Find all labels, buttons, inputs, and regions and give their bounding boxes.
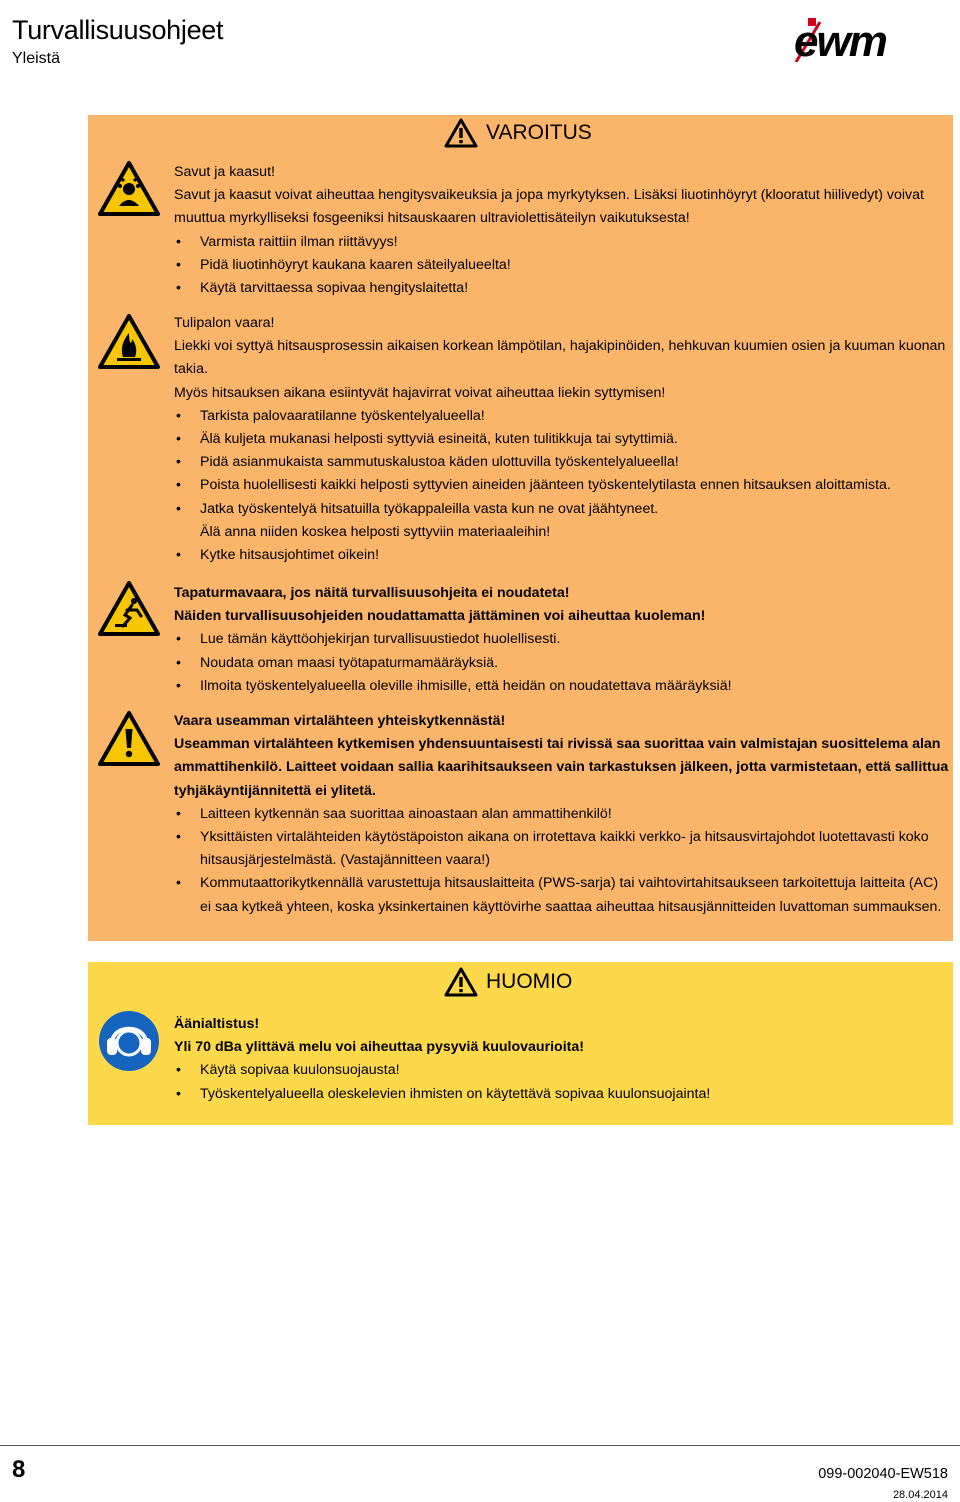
bullet-item: • Lue tämän käyttöohjekirjan turvallisuustiedot huolellisesti. bbox=[174, 628, 952, 651]
section-heading: Äänialtistus! bbox=[174, 1016, 260, 1032]
accident-hazard-icon bbox=[97, 580, 161, 638]
bullet-item: • Varmista raittiin ilman riittävyys! bbox=[174, 231, 952, 254]
section-accident bbox=[174, 582, 952, 698]
section-text: Myös hitsauksen aikana esiintyvät hajavirrat voivat aiheuttaa liekin syttymisen! bbox=[174, 384, 666, 401]
bullet-item: • Tarkista palovaaratilanne työskentelyalueella! bbox=[174, 405, 952, 428]
bullet-item: • Yksittäisten virtalähteiden käytöstäpoiston aikana on irrotettava kaikki verkko- ja hitsausvirtajohdot luotettavasti koko hitsausjärjestelmästä. (Vastajännitteen vaara!) bbox=[174, 826, 952, 872]
page-number: 8 bbox=[12, 1456, 26, 1483]
section-text: Useamman virtalähteen kytkemisen yhdensuuntaisesti tai rivissä saa suorittaa vain valmistajan suosittelema alan ammattihenkilö. Laitteet voidaan sallia kaarihitsaukseen vain tarkastuksen jälkeen, jotta varmistetaan, että sallittua tyhjäkäyntijännitettä ei ylitetä. bbox=[174, 736, 949, 799]
svg-text:ewm: ewm bbox=[794, 18, 886, 62]
general-warning-icon bbox=[97, 710, 161, 768]
warning-triangle-icon bbox=[444, 118, 478, 148]
section-heading: Vaara useamman virtalähteen yhteiskytkennästä! bbox=[174, 713, 506, 729]
bullet-item: • Kommutaattorikytkennällä varustettuja hitsauslaitteita (PWS-sarja) tai vaihtovirtahitsaukseen tarkoitettuja laitteita (AC) ei saa kytkeä yhteen, koska yksinkertainen käyttövirhe saattaa aiheuttaa hitsausjännitteiden luvattoman summauksen. bbox=[174, 872, 952, 918]
warning-triangle-icon bbox=[444, 967, 478, 997]
document-date: 28.04.2014 bbox=[892, 1489, 948, 1501]
bullet-item: • Kytke hitsausjohtimet oikein! bbox=[174, 544, 952, 567]
fire-hazard-icon bbox=[97, 313, 161, 371]
bullet-item: • Noudata oman maasi työtapaturmamääräyksiä. bbox=[174, 652, 952, 675]
section-heading: Tapaturmavaara, jos näitä turvallisuusohjeita ei noudateta! bbox=[174, 585, 570, 601]
warning-header bbox=[444, 118, 592, 148]
section-text: Liekki voi syttyä hitsausprosessin aikaisen korkean lämpötilan, hajakipinöiden, hehkuvan kuumien osien ja kuuman kuonan takia. bbox=[174, 338, 946, 378]
bullet-item: • Laitteen kytkennän saa suorittaa ainoastaan alan ammattihenkilö! bbox=[174, 803, 952, 826]
bullet-item: • Jatka työskentelyä hitsatuilla työkappaleilla vasta kun ne ovat jäähtyneet. Älä anna niiden koskea helposti syttyviin materiaaleihin! bbox=[174, 498, 952, 544]
section-text: Näiden turvallisuusohjeiden noudattamatta jättäminen voi aiheuttaa kuoleman! bbox=[174, 608, 706, 625]
section-fire bbox=[174, 312, 952, 567]
bullet-item: • Käytä sopivaa kuulonsuojausta! bbox=[174, 1059, 952, 1082]
bullet-item: • Pidä liuotinhöyryt kaukana kaaren säteilyalueelta! bbox=[174, 254, 952, 277]
page-subtitle: Yleistä bbox=[12, 50, 61, 67]
warning-title: VAROITUS bbox=[486, 121, 592, 144]
section-fumes bbox=[174, 161, 952, 300]
bullet-item: • Työskentelyalueella oleskelevien ihmisten on käytettävä sopivaa kuulonsuojainta! bbox=[174, 1083, 952, 1106]
bullet-item: • Älä kuljeta mukanasi helposti syttyviä esineitä, kuten tulitikkuja tai sytyttimiä. bbox=[174, 428, 952, 451]
page-title: Turvallisuusohjeet bbox=[12, 15, 224, 45]
document-id: 099-002040-EW518 bbox=[818, 1466, 948, 1482]
toxic-gas-warning-icon bbox=[97, 160, 161, 218]
ewm-logo bbox=[790, 18, 935, 62]
note-title: HUOMIO bbox=[486, 970, 573, 993]
ear-protection-icon bbox=[98, 1010, 160, 1072]
section-text: Yli 70 dBa ylittävä melu voi aiheuttaa pysyviä kuulovaurioita! bbox=[174, 1039, 585, 1056]
note-header bbox=[444, 967, 572, 997]
section-noise bbox=[174, 1013, 952, 1106]
bullet-item: • Ilmoita työskentelyalueella oleville ihmisille, että heidän on noudatettava määräyksiä! bbox=[174, 675, 952, 698]
section-parallel-sources bbox=[174, 710, 952, 919]
section-heading: Savut ja kaasut! bbox=[174, 164, 275, 180]
section-text: Savut ja kaasut voivat aiheuttaa hengitysvaikeuksia ja jopa myrkytyksen. Lisäksi liuotinhöyryt (klooratut hiilivedyt) voivat muuttua myrkylliseksi fosgeeniksi hitsauskaaren ultraviolettisäteilyn vaikutuksesta! bbox=[174, 187, 924, 227]
bullet-item: • Käytä tarvittaessa sopivaa hengityslaitetta! bbox=[174, 277, 952, 300]
footer-divider bbox=[0, 1445, 960, 1446]
bullet-item: • Pidä asianmukaista sammutuskalustoa käden ulottuvilla työskentelyalueella! bbox=[174, 451, 952, 474]
section-heading: Tulipalon vaara! bbox=[174, 315, 275, 331]
bullet-item: • Poista huolellisesti kaikki helposti syttyvien aineiden jäänteen työskentelytilasta ennen hitsauksen aloittamista. bbox=[174, 474, 952, 497]
